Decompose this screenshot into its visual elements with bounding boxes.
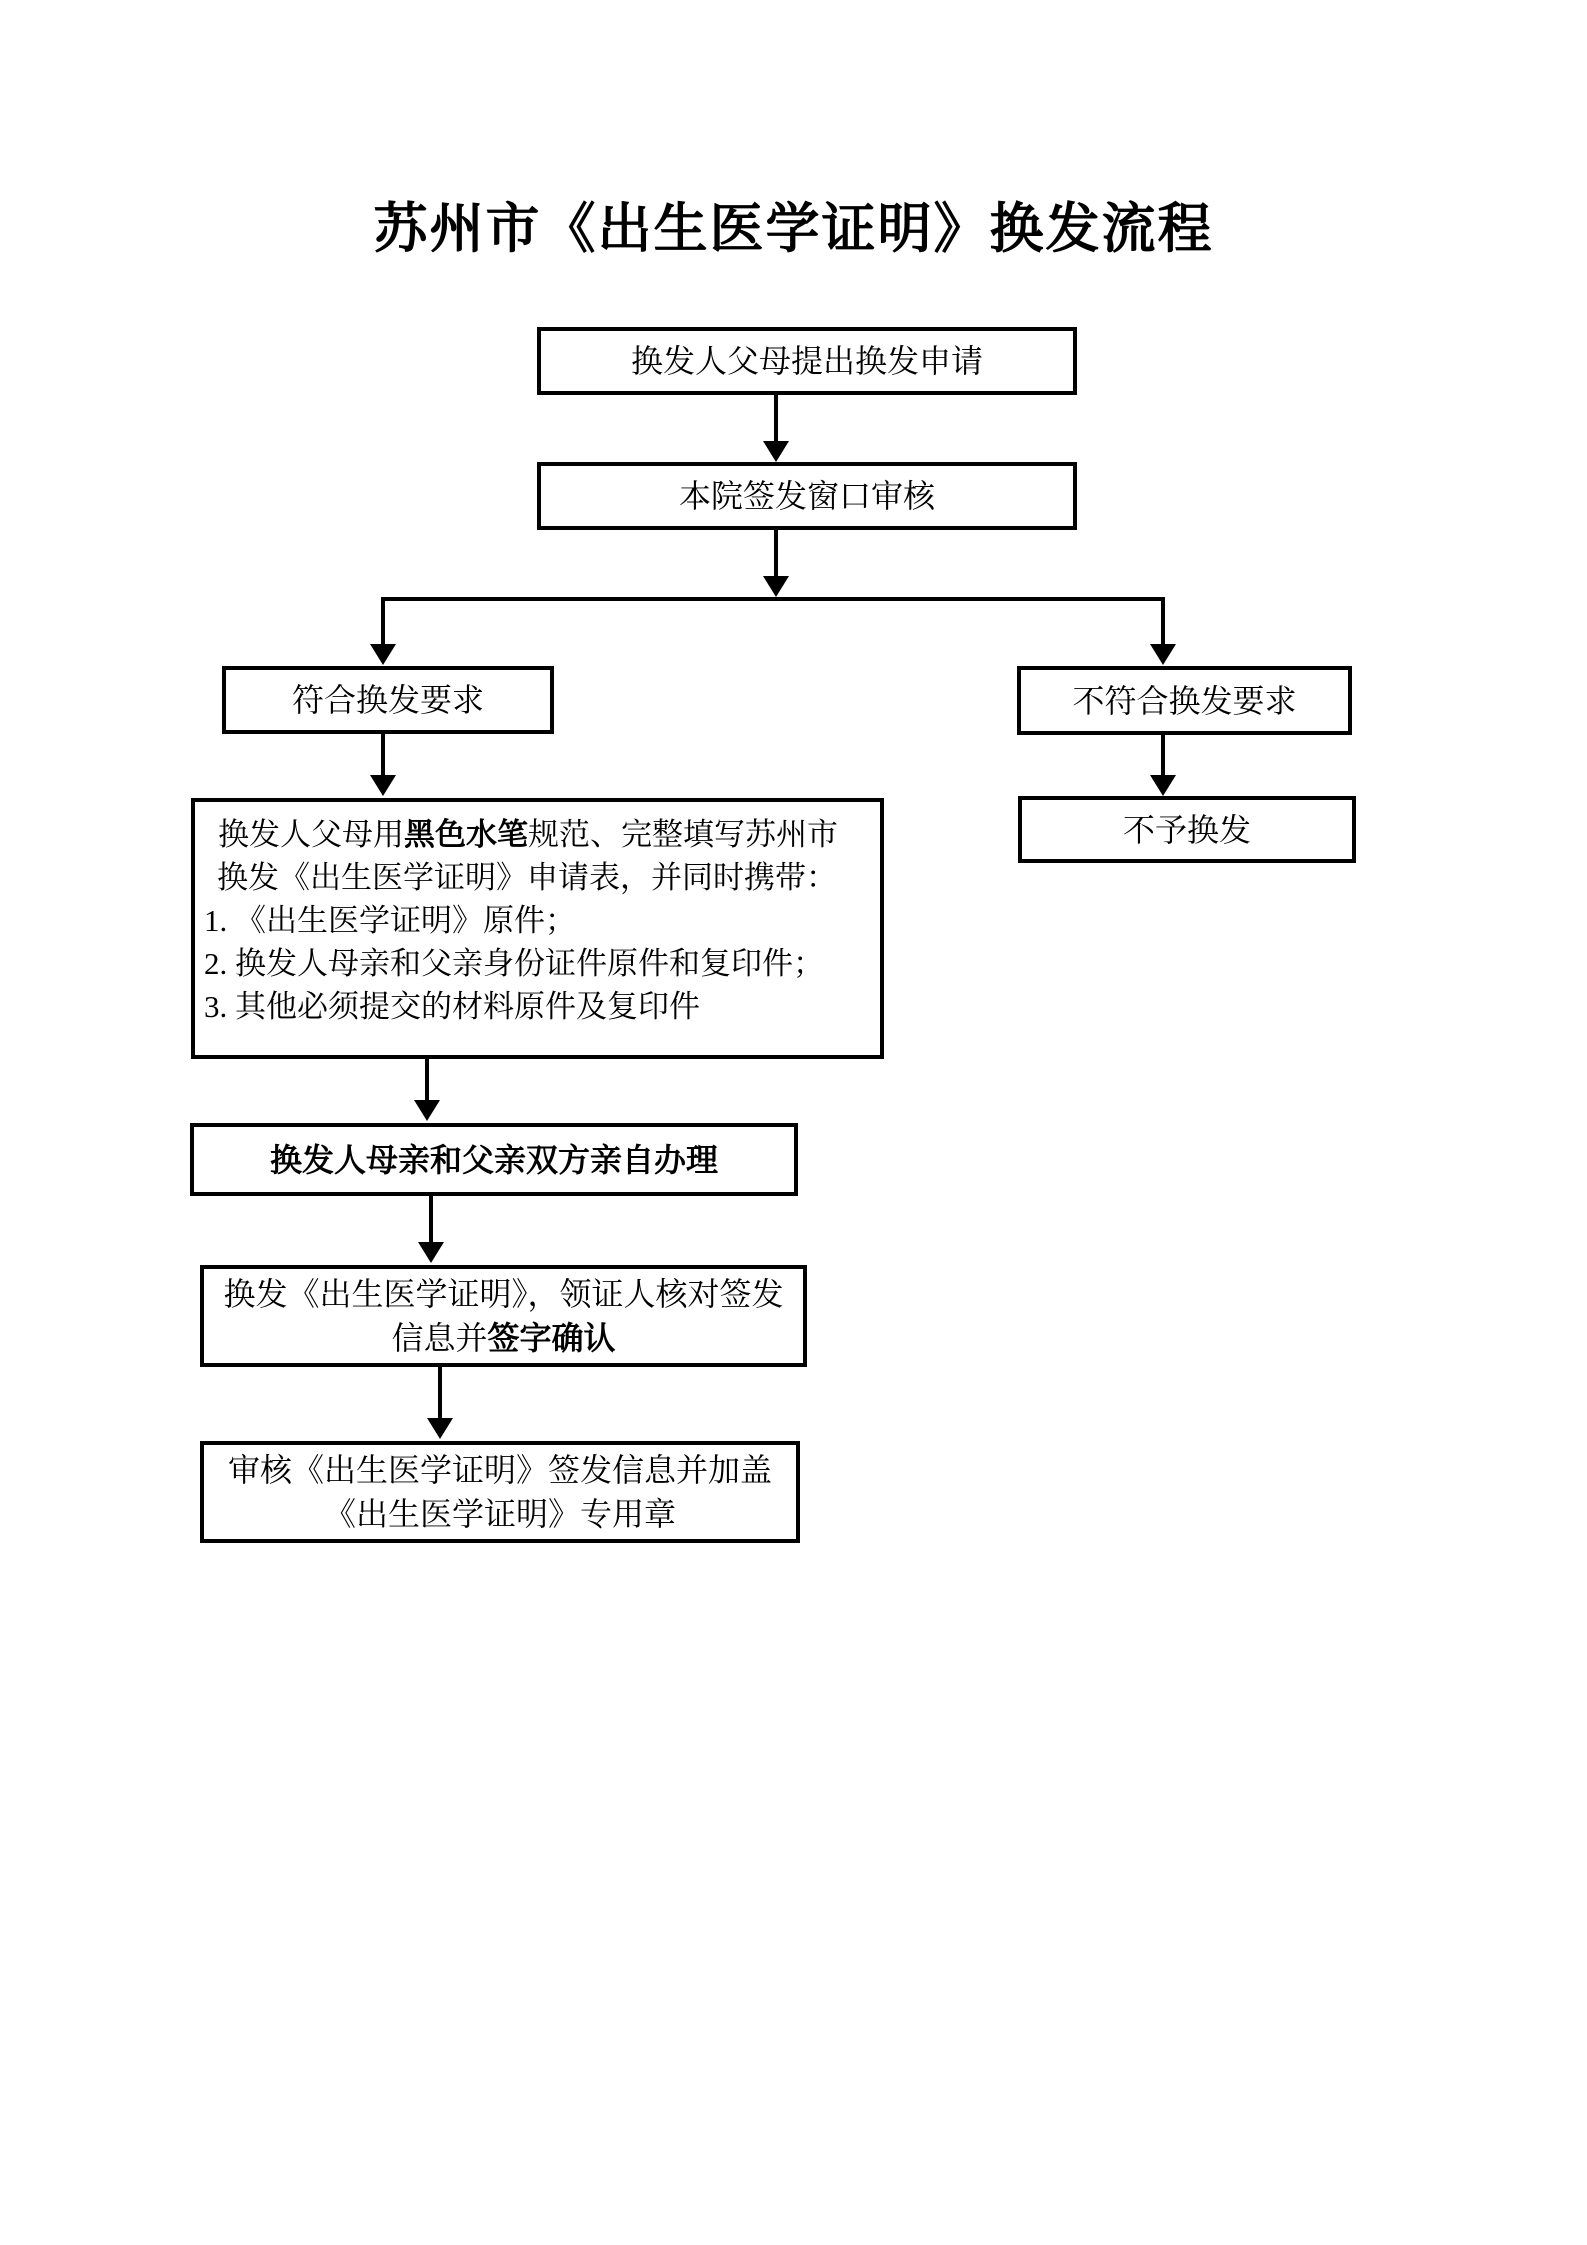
arrow-down-icon	[414, 1100, 440, 1121]
box-deny-reissue	[1018, 796, 1356, 863]
exchange-line1: 换发《出生医学证明》，领证人核对签发	[223, 1276, 784, 1312]
box-meets-requirements-label: 符合换发要求	[291, 682, 484, 718]
arrow-down-icon	[763, 441, 789, 462]
connector-branch-left	[381, 597, 385, 645]
materials-item-3: 3. 其他必须提交的材料原件及复印件	[204, 989, 700, 1024]
connector-personal-to-exchange	[429, 1196, 433, 1244]
box-meets-requirements	[222, 666, 554, 734]
arrow-down-icon	[427, 1418, 453, 1439]
connector-review-to-branch	[774, 530, 778, 578]
materials-item-1: 1. 《出生医学证明》原件；	[204, 903, 576, 938]
box-exchange-certificate	[200, 1265, 807, 1367]
materials-bold-black-pen: 黑色水笔	[404, 817, 528, 852]
box-window-review	[537, 462, 1077, 530]
box-materials-requirements	[191, 798, 884, 1059]
box-audit-and-stamp	[200, 1441, 800, 1543]
connector-exchange-to-audit	[438, 1367, 442, 1420]
arrow-down-icon	[1150, 775, 1176, 796]
page-title: 苏州市《出生医学证明》换发流程	[373, 199, 1214, 259]
exchange-line2: 信息并签字确认	[391, 1320, 616, 1356]
box-deny-reissue-label: 不予换发	[1122, 811, 1251, 848]
audit-line2: 《出生医学证明》专用章	[323, 1496, 676, 1532]
materials-paragraph-line1: 换发人父母用黑色水笔规范、完整填写苏州市	[218, 817, 838, 852]
connector-branch-right	[1161, 597, 1165, 645]
connector-meets-to-materials	[381, 734, 385, 778]
box-window-review-label: 本院签发窗口审核	[678, 478, 935, 514]
connector-notmeets-to-deny	[1161, 735, 1165, 778]
exchange-bold-sign-confirm: 签字确认	[487, 1320, 616, 1356]
box-both-parents-in-person-label: 换发人母亲和父亲双方亲自办理	[269, 1141, 718, 1178]
box-apply-request	[537, 327, 1077, 395]
box-apply-request-label: 换发人父母提出换发申请	[630, 343, 983, 379]
arrow-down-icon	[763, 576, 789, 597]
connector-materials-to-personal	[425, 1059, 429, 1102]
materials-paragraph-line2: 换发《出生医学证明》申请表，并同时携带：	[217, 860, 837, 895]
arrow-down-icon	[418, 1242, 444, 1263]
box-not-meets-requirements-label: 不符合换发要求	[1072, 682, 1297, 719]
audit-line1: 审核《出生医学证明》签发信息并加盖	[227, 1452, 772, 1488]
branch-split-line	[381, 597, 1165, 601]
connector-apply-to-review	[774, 395, 778, 445]
arrow-down-icon	[370, 644, 396, 665]
materials-item-2: 2. 换发人母亲和父亲身份证件原件和复印件；	[204, 946, 824, 981]
arrow-down-icon	[1150, 644, 1176, 665]
box-not-meets-requirements	[1017, 666, 1352, 735]
box-both-parents-in-person	[190, 1123, 798, 1196]
arrow-down-icon	[370, 775, 396, 796]
